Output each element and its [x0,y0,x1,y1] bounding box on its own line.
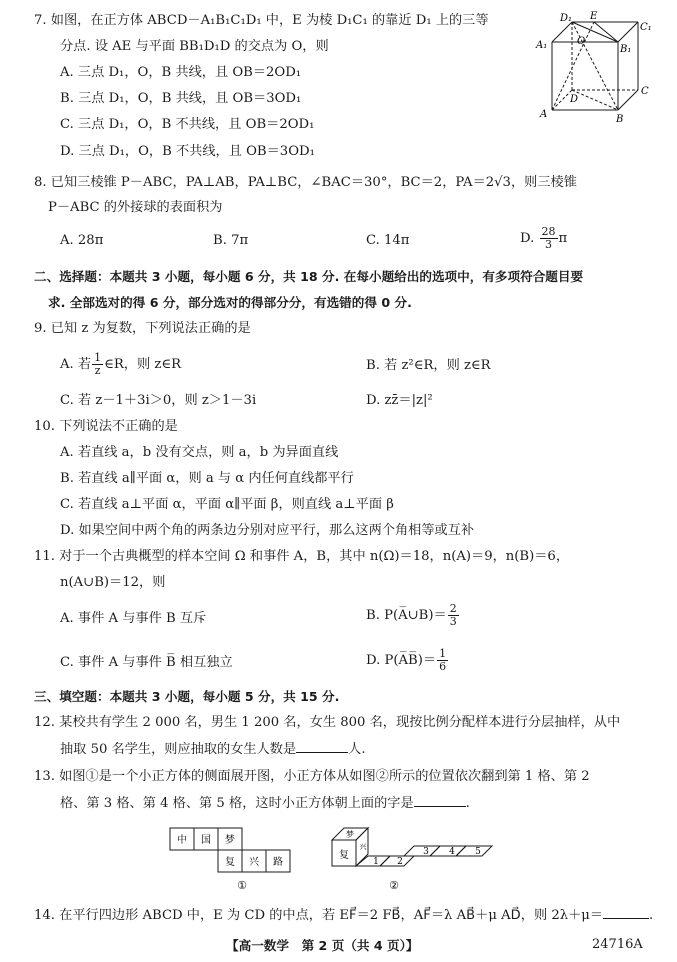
q10-option-a: A. 若直线 a，b 没有交点，则 a，b 为异面直线 [60,445,339,460]
q7-stem-line2: 分点. 设 AE 与平面 BB₁D₁D 的交点为 O，则 [60,39,329,54]
cube-front-face: 复 [339,850,349,861]
q9-option-c: C. 若 z－1＋3i＞0，则 z＞1－3i [60,393,257,408]
q7-option-a: A. 三点 D₁，O，B 共线，且 OB＝2OD₁ [60,65,302,80]
q8-stem-line1: 8. 已知三棱锥 P－ABC，PA⊥AB，PA⊥BC，∠BAC＝30°，BC＝2，PA＝2√3，则三棱锥 [34,175,577,190]
label-e: E [590,11,598,22]
q11-option-c: C. 事件 A 与事件 B̅ 相互独立 [60,655,233,670]
net-cell-5: 兴 [249,857,259,868]
label-b: B [616,114,624,125]
q14-line: 14. 在平行四边形 ABCD 中，E 为 CD 的中点，若 EF⃗＝2 FB⃗，AF⃗＝λ AB⃗＋μ AD⃗，则 2λ＋μ＝ . [34,908,654,923]
cube-figure [532,10,662,128]
label-d: D [570,94,579,105]
cube-net-figure [168,826,298,896]
q9-option-a: A. 若 $\frac{1}{z}$ ∈R，则 z∈R [60,351,182,377]
q11-option-d: D. P(A̅B̅)＝ $\frac{1}{6}$ [366,647,447,673]
label-a: A [540,109,548,120]
q13-line1: 13. 如图①是一个小正方体的侧面展开图，小正方体从如图②所示的位置依次翻到第 1 格、第 2 [34,769,590,784]
q8-option-a: A. 28π [60,233,104,248]
label-d1: D₁ [560,13,573,24]
q10-option-d: D. 如果空间中两个角的两条边分别对应平行，那么这两个角相等或互补 [60,523,475,538]
path-cell-1: 1 [373,857,379,867]
label-a1: A₁ [536,40,548,51]
q7-option-b: B. 三点 D₁，O，B 共线，且 OB＝3OD₁ [60,91,302,106]
q9-option-b: B. 若 z²∈R，则 z∈R [366,358,491,373]
q12-line1: 12. 某校共有学生 2 000 名，男生 1 200 名，女生 800 名，现按比例分配样本进行分层抽样，从中 [34,715,621,730]
net-cell-6: 路 [273,857,283,868]
net-cell-4: 复 [225,857,235,868]
cube-side-face: 兴 [359,843,367,851]
q10-option-c: C. 若直线 a⊥平面 α，平面 α∥平面 β，则直线 a⊥平面 β [60,497,394,512]
path-cell-3: 3 [423,847,429,857]
section3-heading: 三、填空题：本题共 3 小题，每小题 5 分，共 15 分. [34,689,340,704]
q12-answer-blank[interactable] [296,740,348,753]
label-o: O [577,36,586,47]
q8-option-d: D. $\frac{28}{3}$ π [520,225,568,251]
section2-heading-line2: 求. 全部选对的得 6 分，部分选对的得部分分，有选错的得 0 分. [48,295,412,310]
label-c: C [641,86,649,97]
q11-option-b: B. P(A̅∪B)＝ $\frac{2}{3}$ [366,602,457,628]
q13-answer-blank[interactable] [414,794,466,807]
q7-stem-line1: 7. 如图，在正方体 ABCD－A₁B₁C₁D₁ 中，E 为棱 D₁C₁ 的靠近 D₁ 上的三等 [34,13,489,28]
net-cell-3: 梦 [225,835,235,846]
label-c1: C₁ [640,22,652,33]
section2-heading-line1: 二、选择题：本题共 3 小题，每小题 6 分，共 18 分. 在每小题给出的选项中，有多项符合题目要 [34,269,584,284]
q8-option-b: B. 7π [213,233,249,248]
path-cell-2: 2 [397,857,403,867]
q7-option-d: D. 三点 D₁，O，B 不共线，且 OB＝3OD₁ [60,144,315,159]
q9-option-d: D. zz̄＝|z|² [366,393,433,408]
q12-line2: 抽取 50 名学生，则应抽取的女生人数是 人. [60,742,366,757]
net-cell-2: 国 [201,835,211,846]
q8-stem-line2: P－ABC 的外接球的表面积为 [48,200,223,215]
q9-stem: 9. 已知 z 为复数，下列说法正确的是 [34,321,251,336]
label-b1: B₁ [620,44,632,55]
figure-label-2: ② [389,879,399,892]
path-cell-5: 5 [475,847,481,857]
q8-option-c: C. 14π [366,233,410,248]
cube-top-face: 梦 [346,830,354,839]
paper-code: 24716A [592,937,643,952]
net-cell-1: 中 [177,835,187,846]
q13-line2: 格、第 3 格、第 4 格、第 5 格，这时小正方体朝上面的字是 . [60,796,470,811]
q7-option-c: C. 三点 D₁，O，B 不共线，且 OB＝2OD₁ [60,117,315,132]
figure-label-1: ① [237,879,247,892]
q10-option-b: B. 若直线 a∥平面 α，则 a 与 α 内任何直线都平行 [60,471,354,486]
path-cell-4: 4 [449,847,455,857]
q10-stem: 10. 下列说法不正确的是 [34,419,178,434]
q14-answer-blank[interactable] [603,906,649,919]
page-footer: 【高一数学 第 2 页（共 4 页）】 [226,938,419,953]
q11-option-a: A. 事件 A 与事件 B 互斥 [60,611,207,626]
cube-path-figure [322,820,522,896]
q11-stem-line1: 11. 对于一个古典概型的样本空间 Ω 和事件 A，B，其中 n(Ω)＝18，n(A)＝9，n(B)＝6， [34,549,570,564]
q11-stem-line2: n(A∪B)＝12，则 [60,575,166,590]
